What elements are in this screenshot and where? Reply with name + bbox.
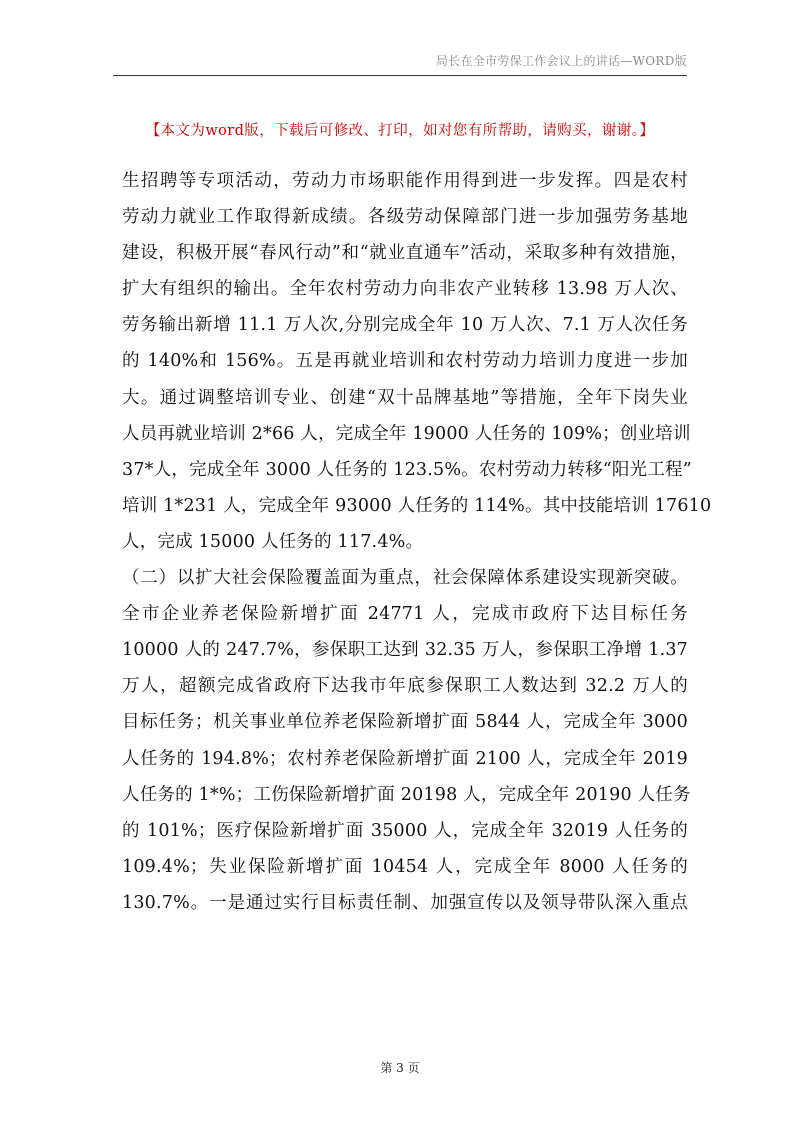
text-line: 10000 人的 247.7%，参保职工达到 32.35 万人，参保职工净增 1.37 [122, 640, 688, 661]
text-line: 大。通过调整培训专业、创建“双十品牌基地”等措施，全年下岗失业 [122, 387, 688, 408]
document-body [122, 163, 712, 921]
text-line: 人任务的 194.8%；农村养老保险新增扩面 2100 人，完成全年 2019 [122, 748, 688, 769]
text-line: 万人，超额完成省政府下达我市年底参保职工人数达到 32.2 万人的 [122, 676, 688, 697]
text-line: 扩大有组织的输出。全年农村劳动力向非农产业转移 13.98 万人次、 [122, 279, 688, 300]
text-line: 109.4%；失业保险新增扩面 10454 人，完成全年 8000 人任务的 [122, 856, 688, 877]
text-line: 人员再就业培训 2*66 人，完成全年 19000 人任务的 109%；创业培训 [122, 423, 691, 444]
text-line: 人任务的 1*%；工伤保险新增扩面 20198 人，完成全年 20190 人任务 [122, 784, 691, 805]
running-header: 局长在全市劳保工作会议上的讲话—WORD版 [435, 54, 687, 68]
page-number: 第 3 页 [380, 1061, 420, 1075]
text-line: 培训 1*231 人，完成全年 93000 人任务的 114%。其中技能培训 17610 [122, 495, 712, 516]
text-line: 37*人，完成全年 3000 人任务的 123.5%。农村劳动力转移“阳光工程” [122, 459, 692, 480]
text-line: 全市企业养老保险新增扩面 24771 人，完成市政府下达目标任务 [122, 604, 688, 625]
header-divider [113, 75, 687, 76]
text-line: 建设，积极开展“春风行动”和“就业直通车”活动，采取多种有效措施， [122, 243, 688, 264]
text-line: 生招聘等专项活动，劳动力市场职能作用得到进一步发挥。四是农村 [122, 171, 688, 191]
text-line: 人，完成 15000 人任务的 117.4%。 [122, 531, 424, 552]
text-line: 劳动力就业工作取得新成绩。各级劳动保障部门进一步加强劳务基地 [122, 207, 688, 228]
text-line: 劳务输出新增 11.1 万人次,分别完成全年 10 万人次、7.1 万人次任务 [122, 315, 688, 336]
text-line: 的 101%；医疗保险新增扩面 35000 人，完成全年 32019 人任务的 [122, 820, 688, 841]
text-line: 目标任务；机关事业单位养老保险新增扩面 5844 人，完成全年 3000 [122, 712, 688, 733]
section-heading-line: （二）以扩大社会保险覆盖面为重点，社会保障体系建设实现新突破。 [122, 568, 688, 589]
text-line: 的 140%和 156%。五是再就业培训和农村劳动力培训力度进一步加 [122, 351, 688, 372]
text-line: 130.7%。一是通过实行目标责任制、加强宣传以及领导带队深入重点 [122, 892, 688, 913]
download-notice: 【本文为word版，下载后可修改、打印，如对您有所帮助，请购买，谢谢。】 [145, 123, 655, 139]
